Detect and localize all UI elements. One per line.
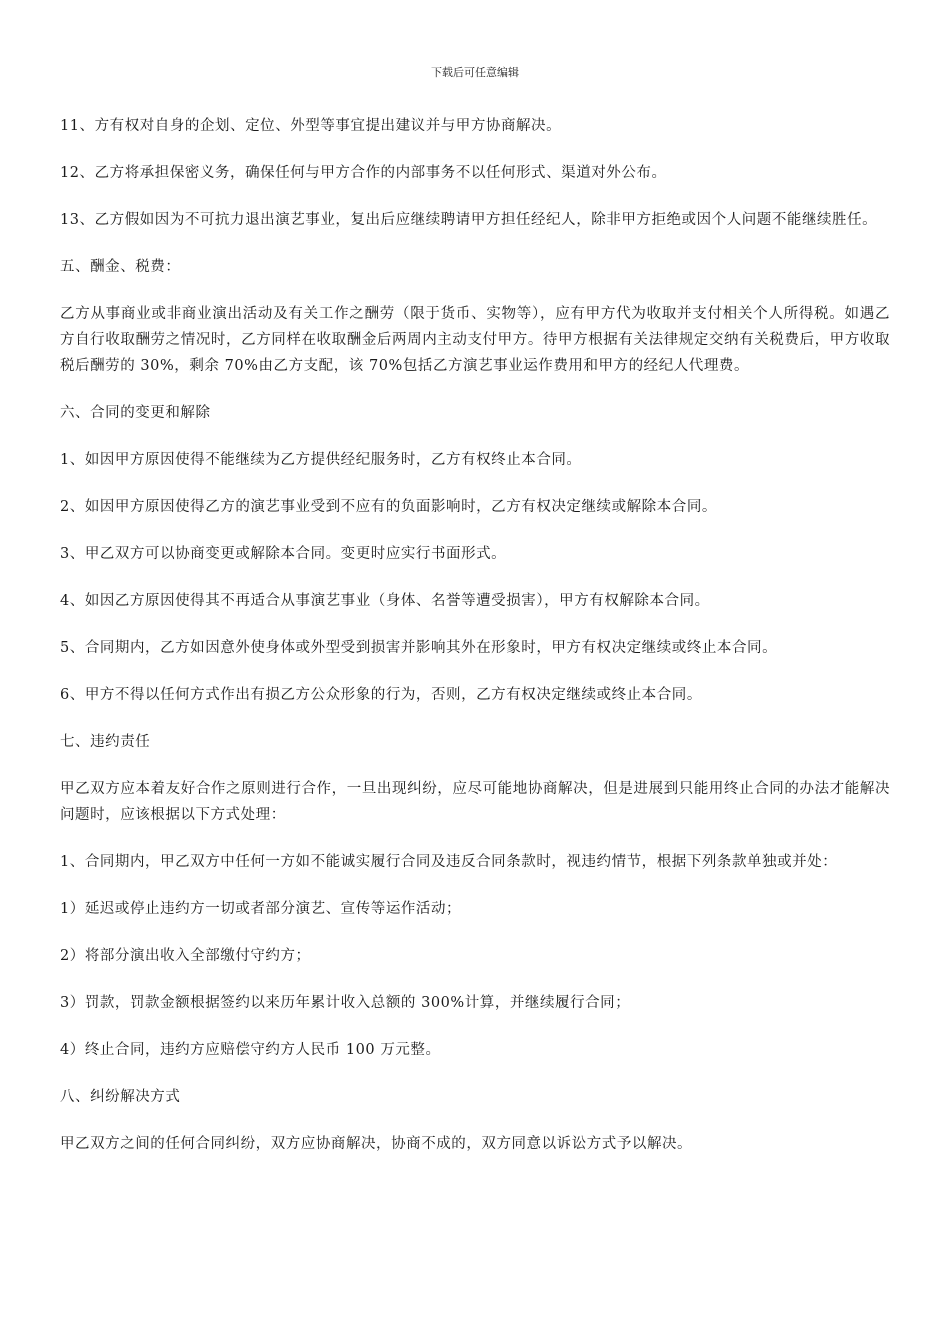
- page-header-note: 下载后可任意编辑: [431, 66, 519, 79]
- clause-11: 11、方有权对自身的企划、定位、外型等事宜提出建议并与甲方协商解决。: [60, 118, 562, 134]
- section-heading-dispute: 八、纠纷解决方式: [60, 1089, 181, 1105]
- section-heading-liability: 七、违约责任: [60, 734, 151, 750]
- remuneration-paragraph: 乙方从事商业或非商业演出活动及有关工作之酬劳（限于货币、实物等），应有甲方代为收取并支付相关个人所得税。如遇乙方自行收取酬劳之情况时，乙方同样在收取酬金后两周内主动支付甲方。待甲方根据有关法律规定交纳有关税费后，甲方收取税后酬劳的 30%，剩余 70%由乙方支配，该 70%包括乙方演艺事业运作费用和甲方的经纪人代理费。: [60, 306, 890, 374]
- clause-13: 13、乙方假如因为不可抗力退出演艺事业，复出后应继续聘请甲方担任经纪人，除非甲方拒绝或因个人问题不能继续胜任。: [60, 212, 878, 228]
- penalty-item-3: 3）罚款，罚款金额根据签约以来历年累计收入总额的 300%计算，并继续履行合同；: [60, 995, 631, 1011]
- penalty-item-2: 2）将部分演出收入全部缴付守约方；: [60, 948, 311, 964]
- change-clause-6: 6、甲方不得以任何方式作出有损乙方公众形象的行为，否则，乙方有权决定继续或终止本合同。: [60, 687, 702, 703]
- penalty-item-4: 4）终止合同，违约方应赔偿守约方人民币 100 万元整。: [60, 1042, 441, 1058]
- document-body: [60, 113, 890, 1178]
- liability-clause-1: 1、合同期内，甲乙双方中任何一方如不能诚实履行合同及违反合同条款时，视违约情节，根据下列条款单独或并处：: [60, 854, 838, 870]
- change-clause-2: 2、如因甲方原因使得乙方的演艺事业受到不应有的负面影响时，乙方有权决定继续或解除本合同。: [60, 499, 717, 515]
- section-heading-change-termination: 六、合同的变更和解除: [60, 405, 211, 421]
- change-clause-4: 4、如因乙方原因使得其不再适合从事演艺事业（身体、名誉等遭受损害），甲方有权解除本合同。: [60, 593, 710, 609]
- clause-12: 12、乙方将承担保密义务，确保任何与甲方合作的内部事务不以任何形式、渠道对外公布。: [60, 165, 667, 181]
- change-clause-1: 1、如因甲方原因使得不能继续为乙方提供经纪服务时，乙方有权终止本合同。: [60, 452, 582, 468]
- change-clause-5: 5、合同期内，乙方如因意外使身体或外型受到损害并影响其外在形象时，甲方有权决定继续或终止本合同。: [60, 640, 778, 656]
- dispute-paragraph: 甲乙双方之间的任何合同纠纷，双方应协商解决，协商不成的，双方同意以诉讼方式予以解决。: [60, 1136, 693, 1152]
- penalty-item-1: 1）延迟或停止违约方一切或者部分演艺、宣传等运作活动；: [60, 901, 462, 917]
- change-clause-3: 3、甲乙双方可以协商变更或解除本合同。变更时应实行书面形式。: [60, 546, 507, 562]
- section-heading-remuneration: 五、酬金、税费：: [60, 259, 181, 275]
- liability-intro: 甲乙双方应本着友好合作之原则进行合作，一旦出现纠纷，应尽可能地协商解决，但是进展到只能用终止合同的办法才能解决问题时，应该根据以下方式处理：: [60, 781, 890, 823]
